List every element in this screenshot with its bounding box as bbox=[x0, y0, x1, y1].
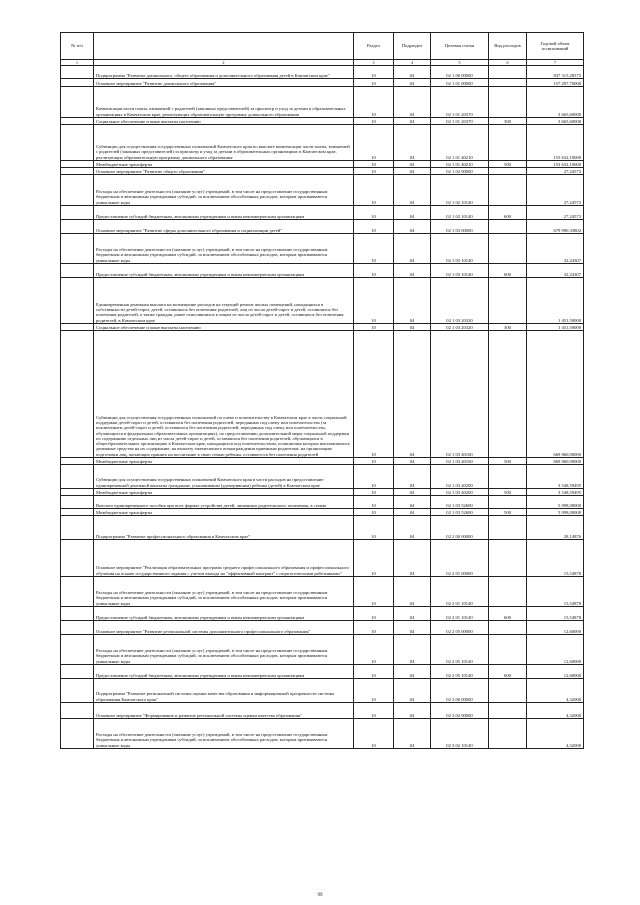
row-name: Расходы на обеспечение деятельности (оказание услуг) учреждений, в том числе на предоставление государственным бюджетным и автономным учреждениям субсидий, за исключением обособленных расходов, которым присваиваются уникальные коды bbox=[94, 175, 354, 206]
row-expense-kind: 600 bbox=[489, 665, 527, 679]
row-expense-kind: 500 bbox=[489, 458, 527, 465]
row-name: Расходы на обеспечение деятельности (оказание услуг) учреждений, в том числе на предоставление государственным бюджетным и автономным учреждениям субсидий, за исключением обособленных расходов, которым присваиваются уникальные коды bbox=[94, 635, 354, 665]
row-subsection: 04 bbox=[394, 540, 431, 577]
row-amount: 669 860,00000 bbox=[527, 458, 584, 465]
row-expense-kind: 600 bbox=[489, 607, 527, 621]
row-section: 10 bbox=[354, 577, 394, 607]
table-row bbox=[61, 465, 584, 489]
row-subsection: 04 bbox=[394, 577, 431, 607]
row-subsection: 04 bbox=[394, 66, 431, 79]
row-amount: 4,32000 bbox=[527, 679, 584, 703]
row-name: Расходы на обеспечение деятельности (оказание услуг) учреждений, в том числе на предоставление государственным бюджетным и автономным учреждениям субсидий, за исключением обособленных расходов, которым присваиваются уникальные коды bbox=[94, 577, 354, 607]
table-row bbox=[61, 607, 584, 621]
row-amount: 3 665,60000 bbox=[527, 118, 584, 125]
row-num bbox=[61, 703, 94, 719]
row-expense-kind: 600 bbox=[489, 264, 527, 278]
row-name: Компенсация части платы, взимаемой с родителей (законных представителей) за присмотр и уход за детьми в образовательных организациях в Камчатском крае, реализующих образовательную программу дошкольного образования bbox=[94, 87, 354, 118]
row-name: Предоставление субсидий бюджетным, автономным учреждениям и иным некоммерческим организациям bbox=[94, 665, 354, 679]
row-subsection: 04 bbox=[394, 324, 431, 331]
row-amount: 837 315,28375 bbox=[527, 66, 584, 79]
row-name: Субвенции для осуществления государственных полномочий Камчатского края по выплате компенсации части платы, взимаемой с родителей (законных представителей) за присмотр и уход за детьми в образовательных организациях в Камчатском крае, реализующих образовательную программу дошкольного образования bbox=[94, 125, 354, 161]
header-subsection: Подраздел bbox=[394, 33, 431, 60]
row-expense-kind bbox=[489, 577, 527, 607]
row-name: Субвенции для осуществления государственных полномочий по опеке и попечительству в Камчатском крае в части социальной поддержки детей-сирот и детей, оставшихся без попечения родителей, переданных под опеку или попечительство (за исключением детей-сирот и детей, оставшихся без попечения родителей, переданных под опеку или попечительство, обучающихся в федеральных образовательных организациях), по предоставлению дополнительной меры социальной поддержки по содержанию отдельных лиц из числа детей-сирот и детей, оставшихся без попечения родителей, обучающихся в общеобразовательных организациях в Камчатском крае, находящихся под попечительством, полномочия которых выплачивались денежные средства на их содержание, на выплату ежемесячного вознаграждения приемным родителям, на организацию подготовки лиц, желающих принять на воспитание в свою семью ребенка, оставшегося без попечения родителей bbox=[94, 331, 354, 458]
row-name: Предоставление субсидий бюджетным, автономным учреждениям и иным некоммерческим организациям bbox=[94, 607, 354, 621]
row-target-article: 02 1 03 00000 bbox=[431, 220, 489, 234]
table-row bbox=[61, 516, 584, 540]
row-section: 10 bbox=[354, 540, 394, 577]
row-expense-kind: 600 bbox=[489, 206, 527, 220]
row-amount: 3 665,60000 bbox=[527, 87, 584, 118]
row-amount: 1 451,50000 bbox=[527, 278, 584, 324]
row-section: 10 bbox=[354, 175, 394, 206]
row-amount: 1 451,50000 bbox=[527, 324, 584, 331]
row-num bbox=[61, 607, 94, 621]
row-subsection: 04 bbox=[394, 465, 431, 489]
row-expense-kind: 500 bbox=[489, 509, 527, 516]
row-amount: 153 632,10000 bbox=[527, 161, 584, 168]
column-index: 3 bbox=[354, 60, 394, 66]
table-row bbox=[61, 577, 584, 607]
row-target-article: 02 1 01 20370 bbox=[431, 118, 489, 125]
row-target-article: 02 3 02 00000 bbox=[431, 703, 489, 719]
row-target-article: 02 1 02 10140 bbox=[431, 175, 489, 206]
row-amount: 4,32000 bbox=[527, 719, 584, 749]
row-target-article: 02 1 03 40200 bbox=[431, 465, 489, 489]
row-expense-kind bbox=[489, 540, 527, 577]
row-expense-kind bbox=[489, 87, 527, 118]
row-subsection: 04 bbox=[394, 719, 431, 749]
row-target-article: 02 2 05 10140 bbox=[431, 635, 489, 665]
row-subsection: 04 bbox=[394, 635, 431, 665]
row-target-article: 02 1 03 52600 bbox=[431, 509, 489, 516]
column-index: 2 bbox=[94, 60, 354, 66]
row-num bbox=[61, 458, 94, 465]
row-expense-kind bbox=[489, 621, 527, 635]
row-target-article: 02 1 03 20320 bbox=[431, 278, 489, 324]
row-num bbox=[61, 278, 94, 324]
table-row bbox=[61, 719, 584, 749]
row-name: Социальное обеспечение и иные выплаты населению bbox=[94, 118, 354, 125]
row-section: 10 bbox=[354, 66, 394, 79]
row-num bbox=[61, 168, 94, 175]
row-amount: 15,54878 bbox=[527, 577, 584, 607]
row-subsection: 04 bbox=[394, 489, 431, 496]
row-subsection: 04 bbox=[394, 509, 431, 516]
row-section: 10 bbox=[354, 509, 394, 516]
row-subsection: 04 bbox=[394, 168, 431, 175]
row-num bbox=[61, 79, 94, 87]
table-row bbox=[61, 331, 584, 458]
row-target-article: 02 1 03 52600 bbox=[431, 496, 489, 509]
header-annual-amount: Годовой объем ассигнований bbox=[527, 33, 584, 60]
row-subsection: 04 bbox=[394, 516, 431, 540]
table-row bbox=[61, 79, 584, 87]
table-row bbox=[61, 118, 584, 125]
row-section: 10 bbox=[354, 206, 394, 220]
table-row bbox=[61, 278, 584, 324]
row-amount: 5 098,00000 bbox=[527, 496, 584, 509]
row-num bbox=[61, 175, 94, 206]
row-section: 10 bbox=[354, 125, 394, 161]
budget-table bbox=[60, 32, 584, 749]
row-num bbox=[61, 719, 94, 749]
row-name: Межбюджетные трансферты bbox=[94, 509, 354, 516]
row-target-article: 02 2 01 10140 bbox=[431, 607, 489, 621]
row-amount: 12,60000 bbox=[527, 665, 584, 679]
row-amount: 15,54878 bbox=[527, 607, 584, 621]
row-amount: 669 860,00000 bbox=[527, 331, 584, 458]
table-row bbox=[61, 175, 584, 206]
row-num bbox=[61, 234, 94, 264]
row-section: 10 bbox=[354, 234, 394, 264]
row-name: Основное мероприятие "Развитие сферы дополнительного образования и социализации детей" bbox=[94, 220, 354, 234]
row-target-article: 02 2 01 00000 bbox=[431, 540, 489, 577]
row-num bbox=[61, 496, 94, 509]
row-subsection: 04 bbox=[394, 175, 431, 206]
table-row bbox=[61, 509, 584, 516]
row-section: 10 bbox=[354, 324, 394, 331]
row-subsection: 04 bbox=[394, 621, 431, 635]
row-num bbox=[61, 324, 94, 331]
row-section: 10 bbox=[354, 161, 394, 168]
row-section: 10 bbox=[354, 489, 394, 496]
row-target-article: 02 3 00 00000 bbox=[431, 679, 489, 703]
row-amount: 157 297,70000 bbox=[527, 79, 584, 87]
row-section: 10 bbox=[354, 665, 394, 679]
table-row bbox=[61, 703, 584, 719]
row-name: Подпрограмма "Развитие региональной системы оценки качества образования и информационной прозрачности системы образования Камчатского края" bbox=[94, 679, 354, 703]
table-row bbox=[61, 220, 584, 234]
row-expense-kind bbox=[489, 220, 527, 234]
row-section: 10 bbox=[354, 703, 394, 719]
row-expense-kind: 300 bbox=[489, 118, 527, 125]
row-subsection: 04 bbox=[394, 278, 431, 324]
table-row bbox=[61, 540, 584, 577]
row-amount: 27,24573 bbox=[527, 168, 584, 175]
row-name: Единовременная денежная выплата на возмещение расходов на текущий ремонт жилых помещений, находящихся в собственности детей-сирот, детей, оставшихся без попечения родителей, лиц из числа детей-сирот и детей, оставшихся без попечения родителей, а также граждан, ранее относившихся к лицам из числа детей-сирот и детей, оставшихся без попечения родителей, в Камчатском крае bbox=[94, 278, 354, 324]
row-name: Предоставление субсидий бюджетным, автономным учреждениям и иным некоммерческим организациям bbox=[94, 264, 354, 278]
row-section: 10 bbox=[354, 168, 394, 175]
row-num bbox=[61, 621, 94, 635]
table-row bbox=[61, 621, 584, 635]
row-num bbox=[61, 679, 94, 703]
row-subsection: 04 bbox=[394, 220, 431, 234]
row-section: 10 bbox=[354, 79, 394, 87]
row-name: Межбюджетные трансферты bbox=[94, 489, 354, 496]
row-expense-kind bbox=[489, 679, 527, 703]
row-target-article: 02 1 00 00000 bbox=[431, 66, 489, 79]
row-section: 10 bbox=[354, 679, 394, 703]
table-row bbox=[61, 489, 584, 496]
header-target-article: Целевая статья bbox=[431, 33, 489, 60]
table-row bbox=[61, 206, 584, 220]
row-name: Социальное обеспечение и иные выплаты населению bbox=[94, 324, 354, 331]
row-subsection: 04 bbox=[394, 118, 431, 125]
column-index: 5 bbox=[431, 60, 489, 66]
row-section: 10 bbox=[354, 87, 394, 118]
row-expense-kind bbox=[489, 168, 527, 175]
table-body bbox=[61, 66, 584, 749]
row-expense-kind bbox=[489, 79, 527, 87]
table-row bbox=[61, 87, 584, 118]
row-amount: 5 098,00000 bbox=[527, 509, 584, 516]
row-expense-kind bbox=[489, 331, 527, 458]
row-num bbox=[61, 264, 94, 278]
row-target-article: 02 1 03 40160 bbox=[431, 458, 489, 465]
row-name: Подпрограмма "Развитие дошкольного, общего образования и дополнительного образования детей в Камчатском крае" bbox=[94, 66, 354, 79]
row-num bbox=[61, 540, 94, 577]
row-section: 10 bbox=[354, 220, 394, 234]
row-target-article: 02 3 02 10140 bbox=[431, 719, 489, 749]
row-name: Расходы на обеспечение деятельности (оказание услуг) учреждений, в том числе на предоставление государственным бюджетным и автономным учреждениям субсидий, за исключением обособленных расходов, которым присваиваются уникальные коды bbox=[94, 234, 354, 264]
row-target-article: 02 1 03 40160 bbox=[431, 331, 489, 458]
row-target-article: 02 1 02 00000 bbox=[431, 168, 489, 175]
table-row bbox=[61, 161, 584, 168]
row-expense-kind bbox=[489, 175, 527, 206]
row-name: Основное мероприятие "Реализация образовательных программ среднего профессионального образования и профессионального обучения на основе государственного задания с учетом выхода на "эффективный контракт" с педагогическими работниками" bbox=[94, 540, 354, 577]
row-expense-kind bbox=[489, 516, 527, 540]
table-row bbox=[61, 168, 584, 175]
row-amount: 3 548,59495 bbox=[527, 465, 584, 489]
row-subsection: 04 bbox=[394, 125, 431, 161]
row-target-article: 02 1 03 10140 bbox=[431, 234, 489, 264]
row-amount: 12,60000 bbox=[527, 635, 584, 665]
column-index: 6 bbox=[489, 60, 527, 66]
row-section: 10 bbox=[354, 278, 394, 324]
row-subsection: 04 bbox=[394, 607, 431, 621]
row-subsection: 04 bbox=[394, 703, 431, 719]
row-name: Основное мероприятие "Развитие региональной системы дополнительного профессионального образования" bbox=[94, 621, 354, 635]
row-num bbox=[61, 635, 94, 665]
row-subsection: 04 bbox=[394, 331, 431, 458]
row-expense-kind bbox=[489, 234, 527, 264]
row-num bbox=[61, 516, 94, 540]
row-num bbox=[61, 161, 94, 168]
row-expense-kind bbox=[489, 125, 527, 161]
row-expense-kind bbox=[489, 719, 527, 749]
row-num bbox=[61, 125, 94, 161]
row-name: Основное мероприятие "Развитие общего образования" bbox=[94, 168, 354, 175]
row-amount: 679 990,33802 bbox=[527, 220, 584, 234]
column-index: 7 bbox=[527, 60, 584, 66]
row-num bbox=[61, 66, 94, 79]
row-expense-kind: 500 bbox=[489, 161, 527, 168]
row-section: 10 bbox=[354, 516, 394, 540]
row-subsection: 04 bbox=[394, 665, 431, 679]
row-amount: 15,54878 bbox=[527, 540, 584, 577]
table-row bbox=[61, 324, 584, 331]
row-amount: 32,24307 bbox=[527, 234, 584, 264]
row-section: 10 bbox=[354, 331, 394, 458]
header-row bbox=[61, 33, 584, 60]
row-target-article: 02 1 02 10140 bbox=[431, 206, 489, 220]
row-target-article: 02 1 01 00000 bbox=[431, 79, 489, 87]
row-subsection: 04 bbox=[394, 496, 431, 509]
row-num bbox=[61, 665, 94, 679]
table-row bbox=[61, 125, 584, 161]
row-section: 10 bbox=[354, 719, 394, 749]
row-target-article: 02 1 03 20320 bbox=[431, 324, 489, 331]
column-index: 1 bbox=[61, 60, 94, 66]
row-amount: 153 632,10000 bbox=[527, 125, 584, 161]
row-expense-kind bbox=[489, 465, 527, 489]
row-amount: 12,60000 bbox=[527, 621, 584, 635]
row-name: Основное мероприятие "Развитие дошкольного образования" bbox=[94, 79, 354, 87]
row-num bbox=[61, 220, 94, 234]
header-num: № п/п bbox=[61, 33, 94, 60]
row-subsection: 04 bbox=[394, 79, 431, 87]
row-expense-kind bbox=[489, 66, 527, 79]
row-expense-kind bbox=[489, 496, 527, 509]
row-amount: 32,24307 bbox=[527, 264, 584, 278]
row-subsection: 04 bbox=[394, 206, 431, 220]
row-section: 10 bbox=[354, 264, 394, 278]
row-target-article: 02 1 01 40210 bbox=[431, 125, 489, 161]
row-num bbox=[61, 118, 94, 125]
row-name: Выплата единовременного пособия при всех формах устройства детей, лишенных родительского попечения, в семью bbox=[94, 496, 354, 509]
column-index: 4 bbox=[394, 60, 431, 66]
header-expense-kind: Вид расходов bbox=[489, 33, 527, 60]
header-name bbox=[94, 33, 354, 60]
table-row bbox=[61, 264, 584, 278]
row-expense-kind bbox=[489, 278, 527, 324]
row-name: Подпрограмма "Развитие профессионального образования в Камчатском крае" bbox=[94, 516, 354, 540]
row-section: 10 bbox=[354, 635, 394, 665]
table-row bbox=[61, 234, 584, 264]
row-amount: 4,32000 bbox=[527, 703, 584, 719]
row-name: Межбюджетные трансферты bbox=[94, 458, 354, 465]
row-section: 10 bbox=[354, 621, 394, 635]
row-subsection: 04 bbox=[394, 161, 431, 168]
row-num bbox=[61, 465, 94, 489]
row-subsection: 04 bbox=[394, 264, 431, 278]
table-row bbox=[61, 496, 584, 509]
row-amount: 3 548,59495 bbox=[527, 489, 584, 496]
row-target-article: 02 1 01 40210 bbox=[431, 161, 489, 168]
row-expense-kind: 500 bbox=[489, 489, 527, 496]
table-row bbox=[61, 66, 584, 79]
row-expense-kind: 300 bbox=[489, 324, 527, 331]
row-target-article: 02 1 03 10140 bbox=[431, 264, 489, 278]
row-section: 10 bbox=[354, 496, 394, 509]
row-num bbox=[61, 87, 94, 118]
row-target-article: 02 2 01 10140 bbox=[431, 577, 489, 607]
row-name: Субвенции для осуществления государственных полномочий Камчатского края в части расходов на предоставление единовременной денежной выплаты гражданам, усыновившим (удочерившим) ребенка (детей) в Камчатском крае bbox=[94, 465, 354, 489]
row-subsection: 04 bbox=[394, 87, 431, 118]
row-num bbox=[61, 331, 94, 458]
row-amount: 27,24573 bbox=[527, 175, 584, 206]
row-expense-kind bbox=[489, 703, 527, 719]
table-row bbox=[61, 665, 584, 679]
row-section: 10 bbox=[354, 118, 394, 125]
row-target-article: 02 1 03 40200 bbox=[431, 489, 489, 496]
row-subsection: 04 bbox=[394, 234, 431, 264]
row-num bbox=[61, 509, 94, 516]
row-subsection: 04 bbox=[394, 679, 431, 703]
row-target-article: 02 2 05 10140 bbox=[431, 665, 489, 679]
row-name: Межбюджетные трансферты bbox=[94, 161, 354, 168]
row-target-article: 02 2 05 00000 bbox=[431, 621, 489, 635]
row-target-article: 02 1 01 20370 bbox=[431, 87, 489, 118]
page-number: 99 bbox=[317, 893, 323, 898]
row-num bbox=[61, 489, 94, 496]
row-amount: 28,14876 bbox=[527, 516, 584, 540]
row-name: Основное мероприятие "Формирование и развитие региональной системы оценки качества образования" bbox=[94, 703, 354, 719]
row-section: 10 bbox=[354, 607, 394, 621]
row-num bbox=[61, 206, 94, 220]
row-name: Расходы на обеспечение деятельности (оказание услуг) учреждений, в том числе на предоставление государственным бюджетным и автономным учреждениям субсидий, за исключением обособленных расходов, которым присваиваются уникальные коды bbox=[94, 719, 354, 749]
table-row bbox=[61, 679, 584, 703]
row-num bbox=[61, 577, 94, 607]
table-row bbox=[61, 458, 584, 465]
row-target-article: 02 2 00 00000 bbox=[431, 516, 489, 540]
row-section: 10 bbox=[354, 465, 394, 489]
row-section: 10 bbox=[354, 458, 394, 465]
row-subsection: 04 bbox=[394, 458, 431, 465]
row-amount: 27,24573 bbox=[527, 206, 584, 220]
table-row bbox=[61, 635, 584, 665]
budget-table-sheet bbox=[60, 32, 583, 749]
row-name: Предоставление субсидий бюджетным, автономным учреждениям и иным некоммерческим организациям bbox=[94, 206, 354, 220]
header-section: Раздел bbox=[354, 33, 394, 60]
row-expense-kind bbox=[489, 635, 527, 665]
